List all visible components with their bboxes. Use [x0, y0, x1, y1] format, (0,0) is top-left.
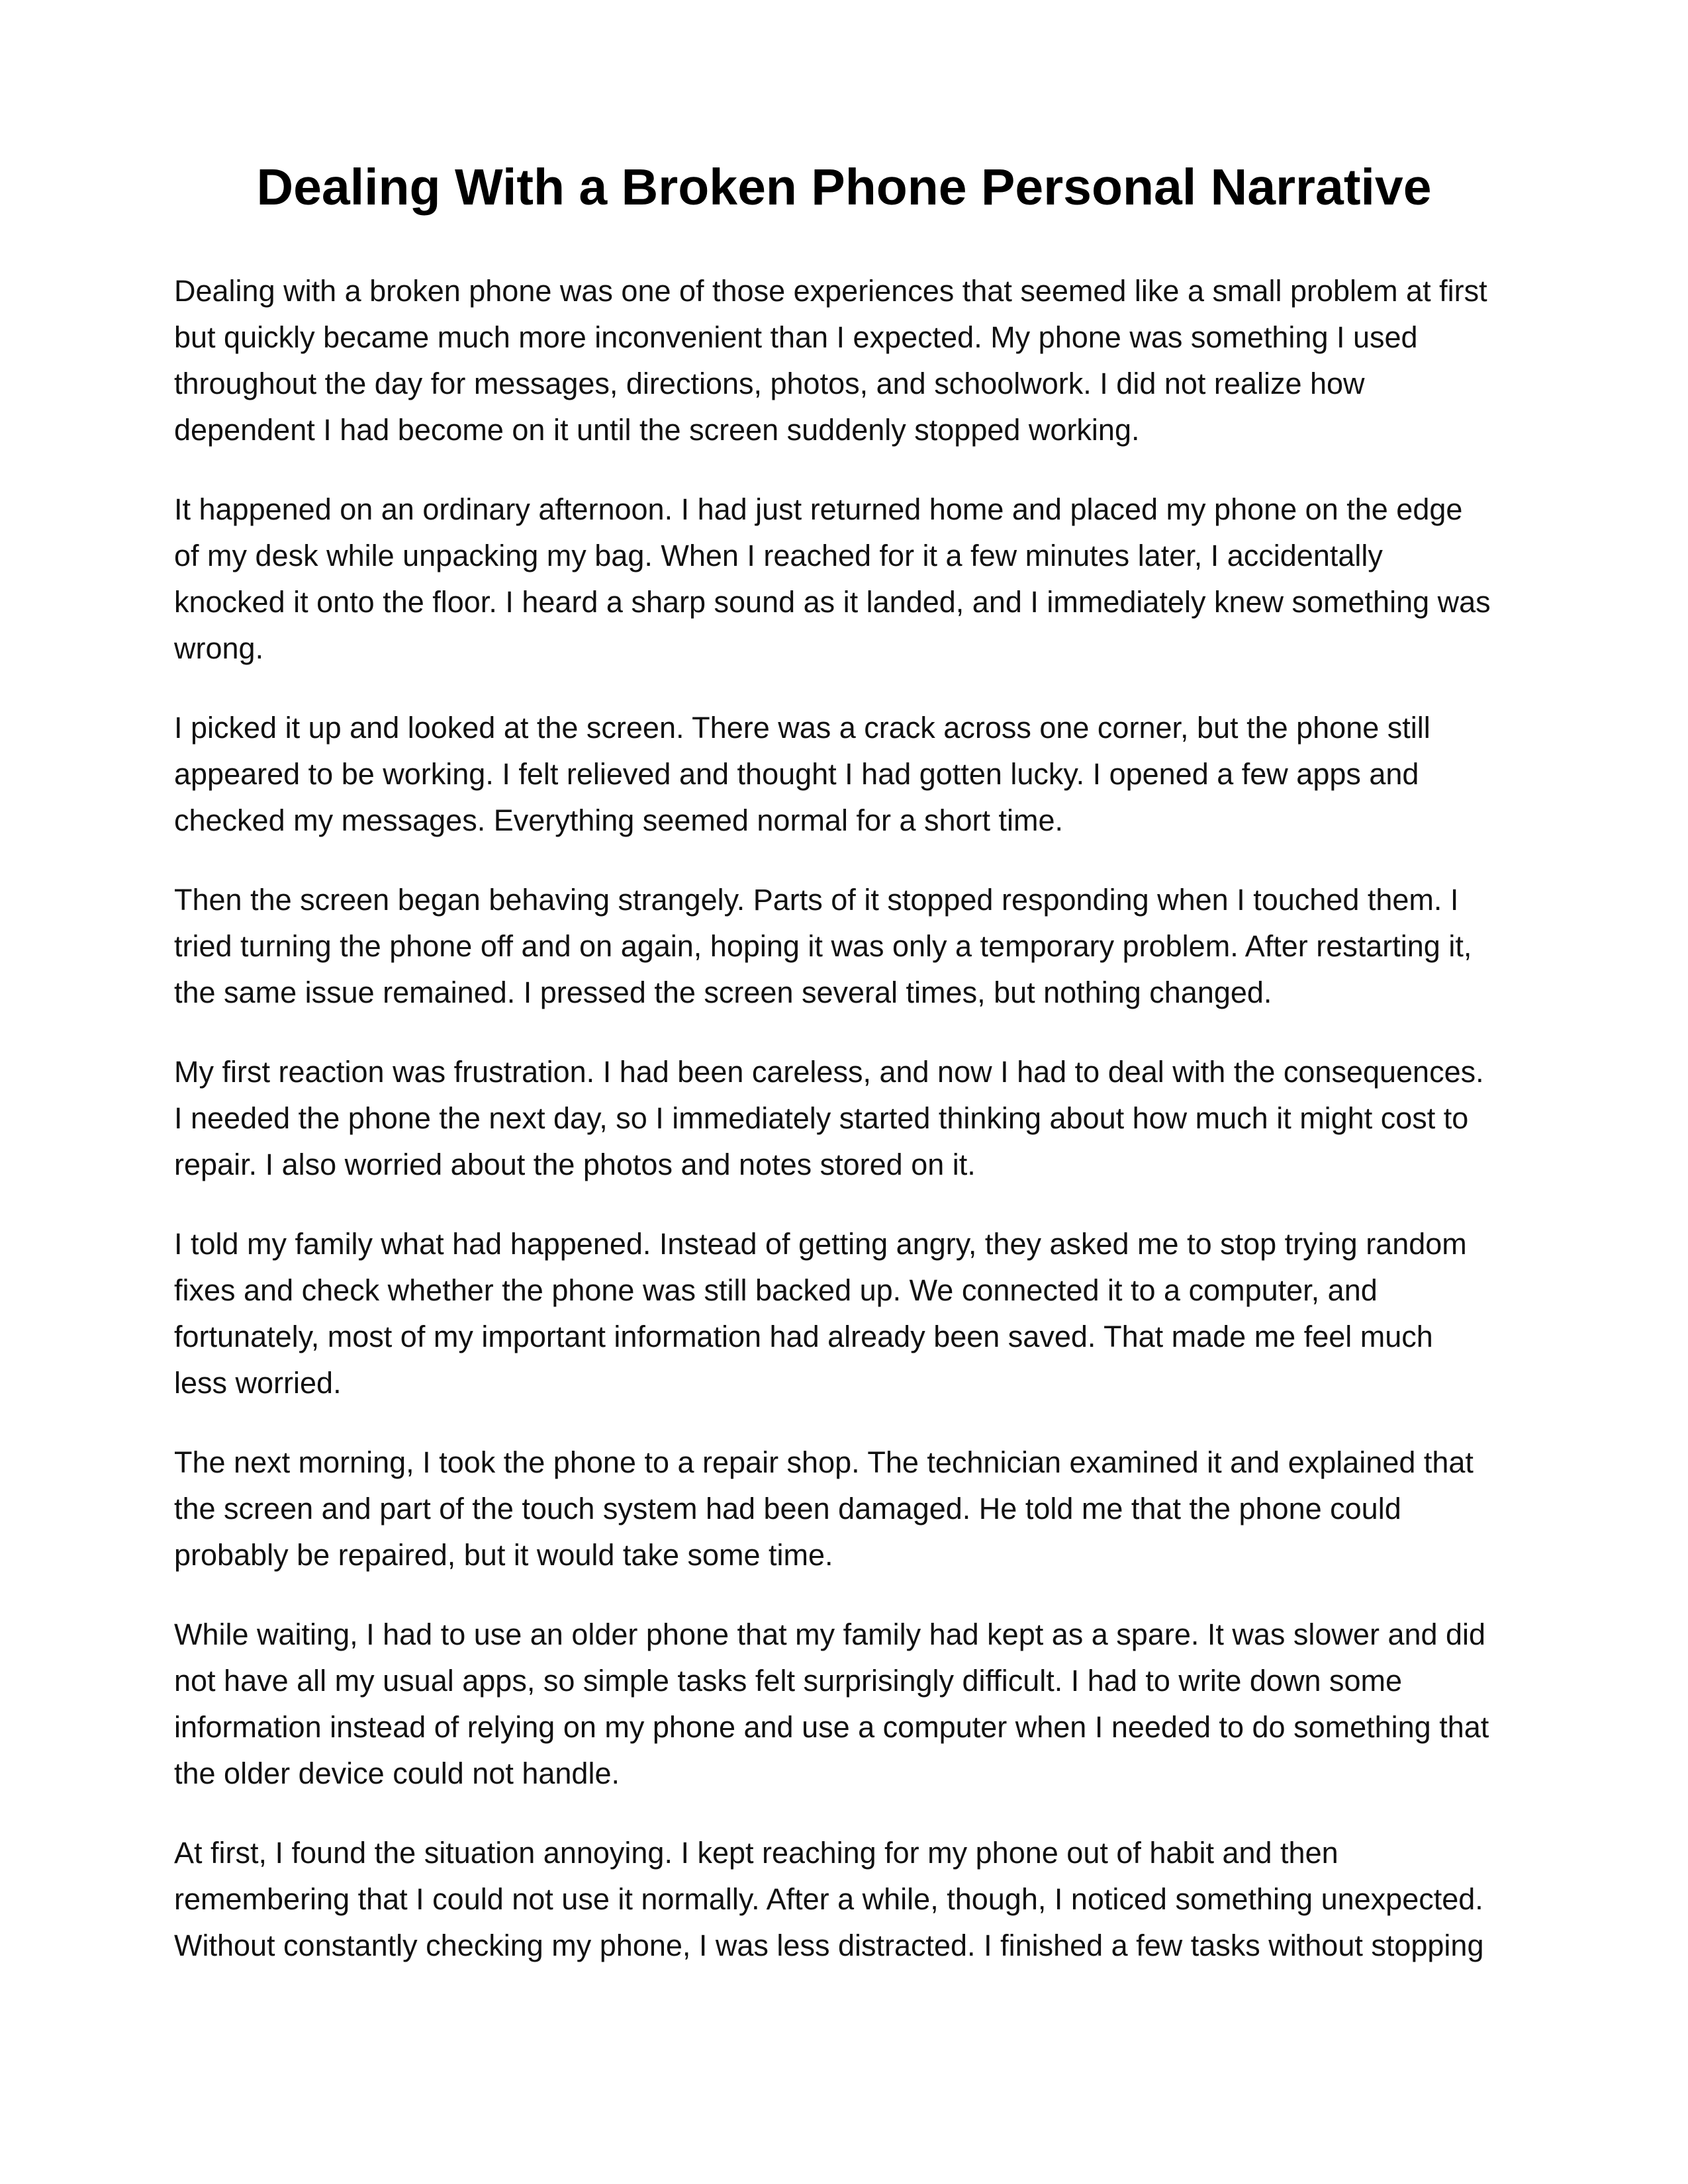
paragraph-1 — [174, 268, 1518, 453]
text-line: of my desk while unpacking my bag. When I reached for it a few minutes later, I accidentally — [174, 539, 1383, 572]
text-line: knocked it onto the floor. I heard a sharp sound as it landed, and I immediately knew something was — [174, 585, 1491, 619]
text-line: checked my messages. Everything seemed normal for a short time. — [174, 803, 1064, 837]
text-line: While waiting, I had to use an older phone that my family had kept as a spare. It was slower and did — [174, 1617, 1486, 1651]
paragraph-5 — [174, 1049, 1518, 1188]
text-line: I picked it up and looked at the screen. There was a crack across one corner, but the phone still — [174, 711, 1430, 745]
text-line: Dealing with a broken phone was one of those experiences that seemed like a small problem at first — [174, 274, 1487, 308]
text-line: the older device could not handle. — [174, 1756, 620, 1790]
text-line: fixes and check whether the phone was still backed up. We connected it to a computer, and — [174, 1273, 1378, 1307]
text-line: dependent I had become on it until the screen suddenly stopped working. — [174, 413, 1140, 447]
paragraph-2 — [174, 486, 1518, 672]
text-line: remembering that I could not use it normally. After a while, though, I noticed something unexpected. — [174, 1882, 1483, 1916]
text-line: not have all my usual apps, so simple tasks felt surprisingly difficult. I had to write down some — [174, 1664, 1403, 1698]
text-line: At first, I found the situation annoying. I kept reaching for my phone out of habit and then — [174, 1836, 1338, 1870]
paragraph-3 — [174, 705, 1518, 844]
document-title: Dealing With a Broken Phone Personal Narrative — [256, 159, 1432, 216]
text-line: probably be repaired, but it would take some time. — [174, 1538, 833, 1572]
text-line: less worried. — [174, 1366, 342, 1400]
paragraph-8 — [174, 1612, 1518, 1797]
text-line: information instead of relying on my phone and use a computer when I needed to do something that — [174, 1710, 1489, 1744]
text-line: It happened on an ordinary afternoon. I had just returned home and placed my phone on the edge — [174, 492, 1463, 526]
text-line: My first reaction was frustration. I had been careless, and now I had to deal with the consequences. — [174, 1055, 1484, 1089]
text-line: I needed the phone the next day, so I immediately started thinking about how much it might cost to — [174, 1101, 1469, 1135]
text-line: I told my family what had happened. Instead of getting angry, they asked me to stop trying random — [174, 1227, 1467, 1261]
text-line: The next morning, I took the phone to a repair shop. The technician examined it and explained that — [174, 1445, 1474, 1479]
text-line: wrong. — [174, 631, 264, 665]
text-line: throughout the day for messages, directions, photos, and schoolwork. I did not realize how — [174, 367, 1365, 400]
text-line: tried turning the phone off and on again, hoping it was only a temporary problem. After restarting it, — [174, 929, 1472, 963]
paragraph-7 — [174, 1439, 1518, 1578]
text-line: Without constantly checking my phone, I was less distracted. I finished a few tasks without stopping — [174, 1929, 1484, 1962]
text-line: repair. I also worried about the photos and notes stored on it. — [174, 1148, 976, 1181]
text-line: Then the screen began behaving strangely. Parts of it stopped responding when I touched them. I — [174, 883, 1459, 917]
text-line: but quickly became much more inconvenient than I expected. My phone was something I used — [174, 320, 1418, 354]
text-line: fortunately, most of my important information had already been saved. That made me feel much — [174, 1320, 1433, 1353]
text-line: appeared to be working. I felt relieved and thought I had gotten lucky. I opened a few apps and — [174, 757, 1419, 791]
paragraph-9 — [174, 1830, 1518, 1969]
text-line: the screen and part of the touch system had been damaged. He told me that the phone could — [174, 1492, 1401, 1525]
document-body — [174, 268, 1518, 2002]
paragraph-4 — [174, 877, 1518, 1016]
paragraph-6 — [174, 1221, 1518, 1406]
text-line: the same issue remained. I pressed the screen several times, but nothing changed. — [174, 976, 1272, 1009]
